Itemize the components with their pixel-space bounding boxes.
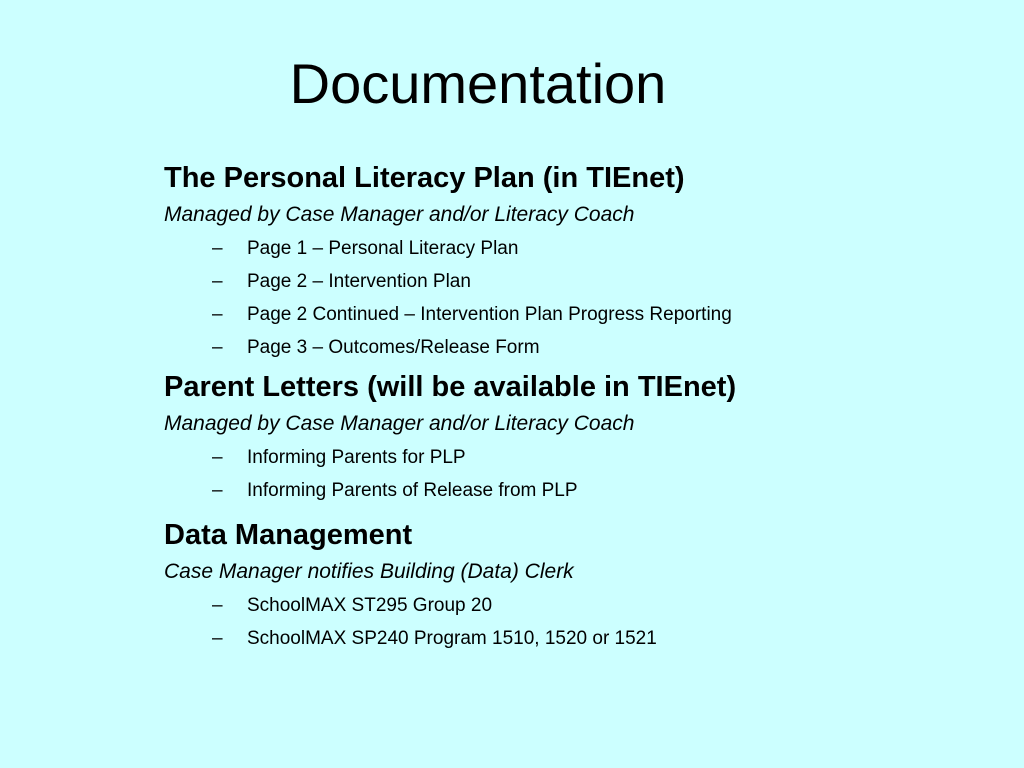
section-personal-literacy-plan <box>164 160 964 364</box>
list-item-text: Page 2 Continued – Intervention Plan Progress Reporting <box>247 304 732 325</box>
list-item <box>164 232 964 265</box>
list-item-text: Informing Parents of Release from PLP <box>247 480 578 501</box>
bullet-list <box>164 232 964 364</box>
section-heading: The Personal Literacy Plan (in TIEnet) <box>164 162 685 194</box>
dash-bullet: – <box>212 337 223 358</box>
list-item <box>164 265 964 298</box>
slide-content <box>164 160 964 655</box>
section-data-management <box>164 517 964 655</box>
dash-bullet: – <box>212 271 223 292</box>
dash-bullet: – <box>212 628 223 649</box>
section-heading: Parent Letters (will be available in TIEnet) <box>164 371 737 403</box>
section-subheading: Managed by Case Manager and/or Literacy Coach <box>164 203 635 226</box>
list-item-text: Informing Parents for PLP <box>247 447 466 468</box>
section-subheading: Managed by Case Manager and/or Literacy Coach <box>164 412 635 435</box>
list-item-text: SchoolMAX ST295 Group 20 <box>247 595 493 616</box>
list-item <box>164 331 964 364</box>
list-item <box>164 589 964 622</box>
list-item <box>164 622 964 655</box>
dash-bullet: – <box>212 304 223 325</box>
list-item <box>164 474 964 507</box>
section-subheading: Case Manager notifies Building (Data) Clerk <box>164 560 574 583</box>
list-item <box>164 298 964 331</box>
dash-bullet: – <box>212 595 223 616</box>
dash-bullet: – <box>212 238 223 259</box>
list-item-text: Page 2 – Intervention Plan <box>247 271 471 292</box>
list-item-text: Page 1 – Personal Literacy Plan <box>247 238 519 259</box>
section-parent-letters <box>164 369 964 507</box>
section-heading: Data Management <box>164 519 413 551</box>
list-item-text: SchoolMAX SP240 Program 1510, 1520 or 1521 <box>247 628 657 649</box>
dash-bullet: – <box>212 480 223 501</box>
bullet-list <box>164 441 964 507</box>
list-item <box>164 441 964 474</box>
bullet-list <box>164 589 964 655</box>
list-item-text: Page 3 – Outcomes/Release Form <box>247 337 540 358</box>
slide-title: Documentation <box>289 52 667 115</box>
dash-bullet: – <box>212 447 223 468</box>
